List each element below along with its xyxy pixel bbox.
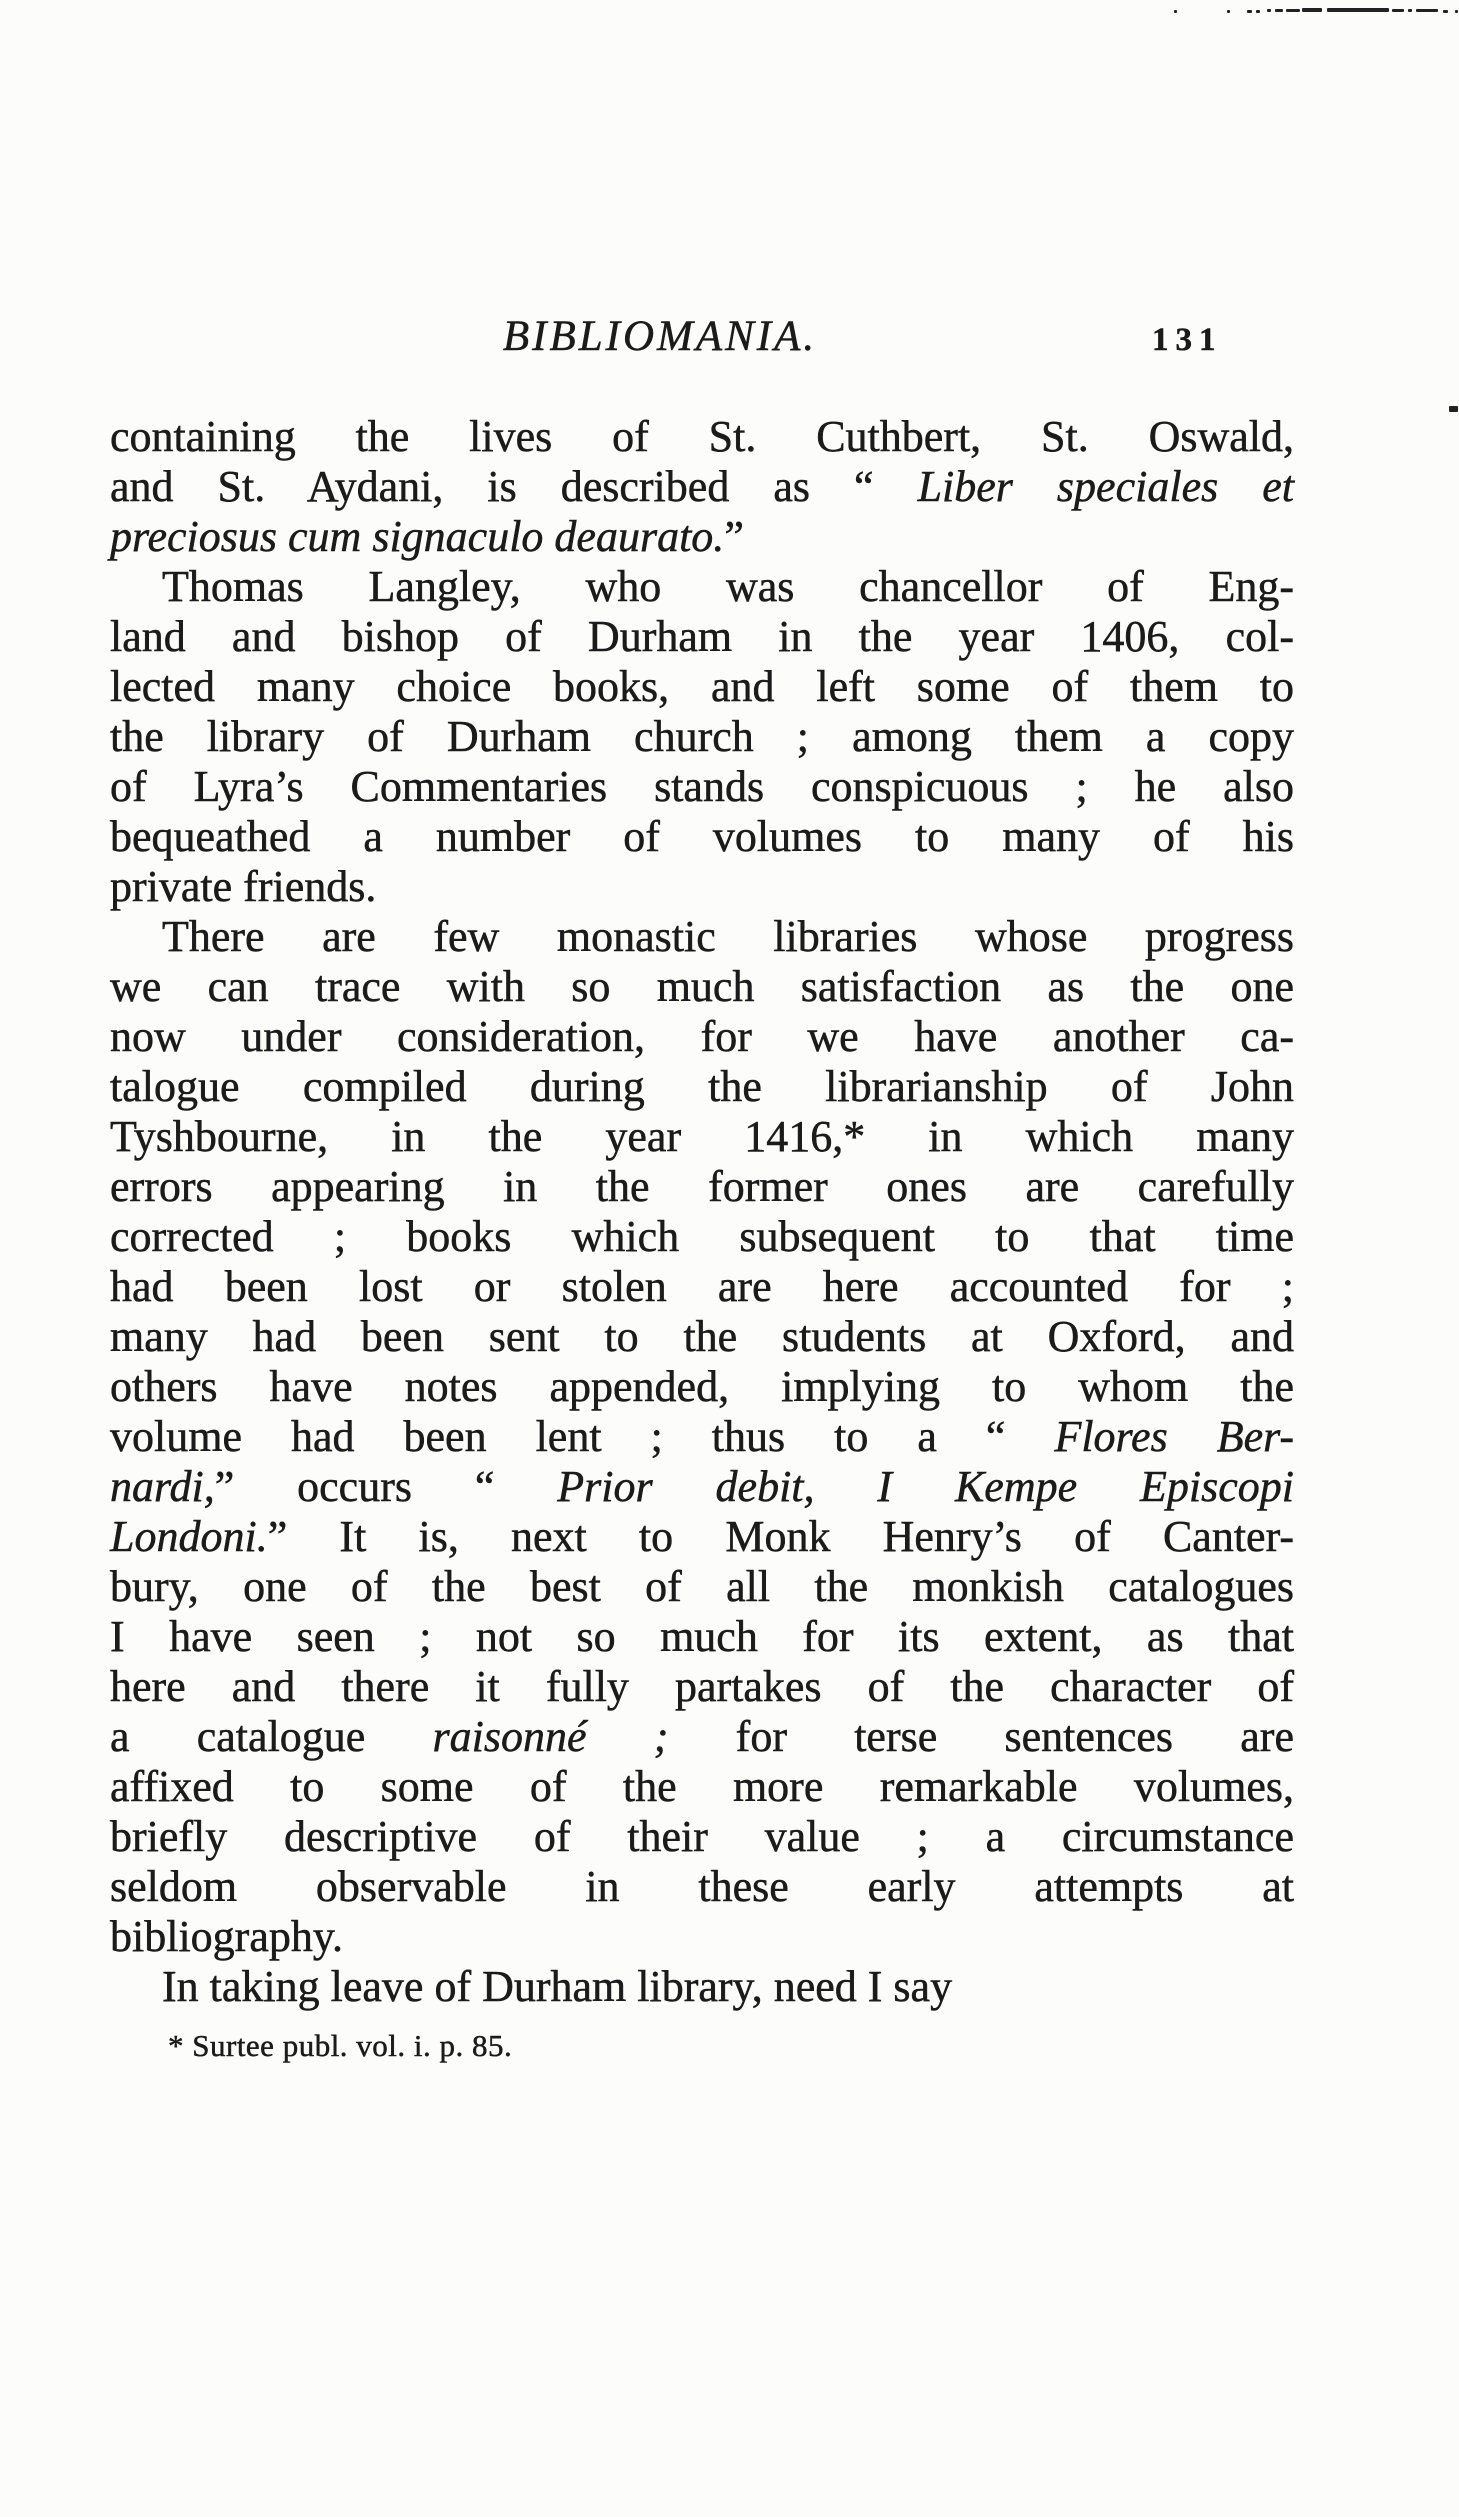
scan-dash bbox=[1416, 9, 1438, 12]
text-line bbox=[110, 912, 1294, 962]
body-text-segment: ” It is, next to Monk Henry’s of Canter- bbox=[267, 1512, 1294, 1561]
text-line bbox=[110, 662, 1294, 712]
page-number: 131 bbox=[1152, 322, 1223, 358]
body-text-segment: others have notes appended, implying to whom the bbox=[110, 1362, 1294, 1411]
text-line bbox=[110, 1262, 1294, 1312]
scan-dash bbox=[1443, 10, 1448, 13]
running-title: BIBLIOMANIA. bbox=[502, 313, 818, 360]
body-text-segment: many had been sent to the students at Oxford, and bbox=[110, 1312, 1294, 1361]
body-text-segment: affixed to some of the more remarkable volumes, bbox=[110, 1762, 1294, 1811]
body-text-segment: of Lyra’s Commentaries stands conspicuous ; he also bbox=[110, 762, 1294, 811]
body-text-segment: seldom observable in these early attempts at bbox=[110, 1862, 1294, 1911]
paragraph bbox=[110, 1962, 1294, 2012]
italic-text: preciosus cum signaculo deaurato. bbox=[110, 512, 725, 561]
italic-text: Prior debit, I Kempe Episcopi bbox=[557, 1462, 1294, 1511]
body-text-segment: I have seen ; not so much for its extent, as that bbox=[110, 1612, 1294, 1661]
text-line bbox=[110, 1412, 1294, 1462]
body-text-segment: containing the lives of St. Cuthbert, St. Oswald, bbox=[110, 412, 1294, 461]
text-line bbox=[110, 1862, 1294, 1912]
body-text-segment: bequeathed a number of volumes to many of his bbox=[110, 812, 1294, 861]
body-text-segment: ” bbox=[724, 512, 744, 561]
body-text-segment: briefly descriptive of their value ; a circumstance bbox=[110, 1812, 1294, 1861]
text-line bbox=[110, 512, 1294, 562]
body-text-segment: ” occurs “ bbox=[214, 1462, 558, 1511]
scan-dash bbox=[1302, 8, 1322, 12]
text-line bbox=[110, 1612, 1294, 1662]
paragraph bbox=[110, 412, 1294, 562]
body-text-segment: corrected ; books which subsequent to that time bbox=[110, 1212, 1294, 1261]
italic-text: nardi, bbox=[110, 1462, 215, 1511]
body-text-segment: land and bishop of Durham in the year 1406, col- bbox=[110, 612, 1294, 661]
scan-dash bbox=[1275, 9, 1283, 12]
body-text-segment: talogue compiled during the librarianship of John bbox=[110, 1062, 1294, 1111]
body-text-segment: lected many choice books, and left some of them to bbox=[110, 662, 1294, 711]
body-text-segment: here and there it fully partakes of the character of bbox=[110, 1662, 1294, 1711]
text-line bbox=[110, 862, 1294, 912]
scan-dash bbox=[1408, 9, 1412, 12]
scan-dash bbox=[1247, 10, 1252, 13]
body-text-segment: a catalogue bbox=[110, 1712, 433, 1761]
text-line bbox=[110, 612, 1294, 662]
text-line bbox=[110, 812, 1294, 862]
text-line bbox=[110, 1812, 1294, 1862]
scan-dash bbox=[1174, 10, 1177, 13]
text-line bbox=[110, 1662, 1294, 1712]
body-text-segment: for terse sentences are bbox=[668, 1712, 1294, 1761]
body-text-segment: In taking leave of Durham library, need I say bbox=[162, 1962, 953, 2011]
text-line bbox=[110, 1562, 1294, 1612]
body-text-segment: bury, one of the best of all the monkish catalogues bbox=[110, 1562, 1294, 1611]
scan-dash bbox=[1327, 8, 1389, 12]
text-line bbox=[110, 1362, 1294, 1412]
text-line bbox=[110, 1712, 1294, 1762]
text-line bbox=[110, 1512, 1294, 1562]
footnote: * Surtee publ. vol. i. p. 85. bbox=[168, 2028, 513, 2063]
body-text-segment: now under consideration, for we have another ca- bbox=[110, 1012, 1294, 1061]
text-line bbox=[110, 962, 1294, 1012]
text-line bbox=[110, 1112, 1294, 1162]
text-line bbox=[110, 1062, 1294, 1112]
body-text-segment: bibliography. bbox=[110, 1912, 343, 1961]
scan-speck bbox=[1449, 406, 1458, 412]
body-text-segment: we can trace with so much satisfaction as the one bbox=[110, 962, 1294, 1011]
text-line bbox=[110, 462, 1294, 512]
body-text-segment: had been lost or stolen are here accounted for ; bbox=[110, 1262, 1294, 1311]
scan-dash bbox=[1392, 9, 1404, 12]
text-line bbox=[110, 1162, 1294, 1212]
text-line bbox=[110, 762, 1294, 812]
text-line bbox=[110, 1012, 1294, 1062]
body-text-segment: Tyshbourne, in the year 1416,* in which many bbox=[110, 1112, 1294, 1161]
text-line bbox=[110, 1762, 1294, 1812]
body-text-segment: private friends. bbox=[110, 862, 377, 911]
text-line bbox=[110, 1962, 1294, 2012]
body-text-segment: There are few monastic libraries whose progress bbox=[162, 912, 1294, 961]
text-line bbox=[110, 1312, 1294, 1362]
scan-dash bbox=[1227, 10, 1230, 13]
text-line bbox=[110, 412, 1294, 462]
scan-dash bbox=[1455, 10, 1458, 13]
body-text-segment: and St. Aydani, is described as “ bbox=[110, 462, 918, 511]
scan-dash bbox=[1267, 9, 1271, 12]
body-text-segment: the library of Durham church ; among them a copy bbox=[110, 712, 1294, 761]
text-line bbox=[110, 562, 1294, 612]
paragraph bbox=[110, 562, 1294, 912]
body-text bbox=[110, 412, 1294, 2012]
paragraph bbox=[110, 912, 1294, 1962]
text-line bbox=[110, 1462, 1294, 1512]
scan-dash bbox=[1256, 10, 1260, 13]
body-text-segment: volume had been lent ; thus to a “ bbox=[110, 1412, 1055, 1461]
text-line bbox=[110, 712, 1294, 762]
text-line bbox=[110, 1212, 1294, 1262]
text-line bbox=[110, 1912, 1294, 1962]
scan-dash bbox=[1286, 9, 1300, 12]
italic-text: Londoni. bbox=[110, 1512, 268, 1561]
italic-text: Flores Ber- bbox=[1054, 1412, 1295, 1461]
body-text-segment: Thomas Langley, who was chancellor of Eng- bbox=[162, 562, 1294, 611]
body-text-segment: errors appearing in the former ones are carefully bbox=[110, 1162, 1294, 1211]
italic-text: Liber speciales et bbox=[917, 462, 1294, 511]
italic-text: raisonné ; bbox=[432, 1712, 669, 1761]
